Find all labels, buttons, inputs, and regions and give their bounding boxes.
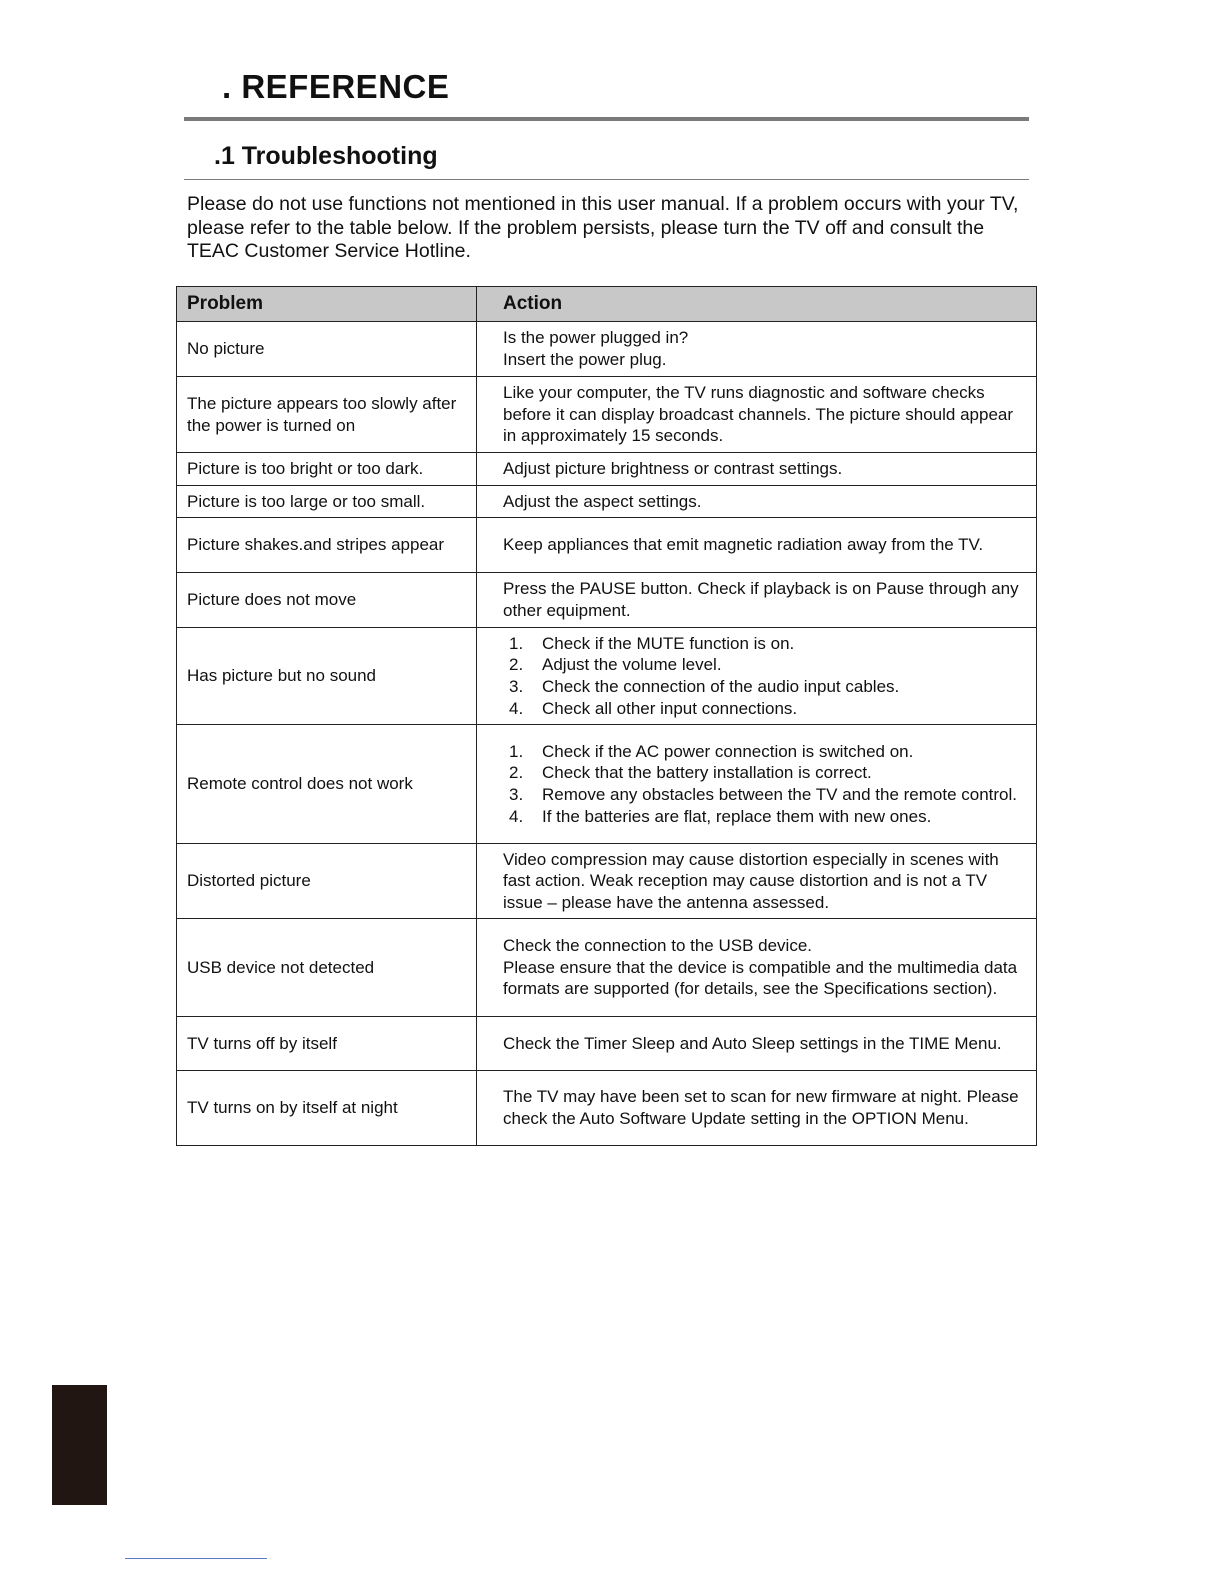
action-line: Please ensure that the device is compatible and the multimedia data formats are supported (for details, see the Specifications section). bbox=[503, 957, 1018, 999]
steps-list bbox=[503, 633, 1026, 719]
step-item bbox=[503, 676, 1026, 698]
problem-cell: TV turns off by itself bbox=[177, 1017, 477, 1071]
table-row bbox=[177, 725, 1037, 844]
table-row bbox=[177, 844, 1037, 919]
step-number: 2. bbox=[509, 655, 524, 675]
problem-cell: Picture is too bright or too dark. bbox=[177, 453, 477, 486]
action-line: Insert the power plug. bbox=[503, 350, 667, 369]
problem-cell: Has picture but no sound bbox=[177, 628, 477, 725]
section-title: .1 Troubleshooting bbox=[214, 142, 438, 170]
table-row bbox=[177, 1017, 1037, 1071]
table-row bbox=[177, 377, 1037, 453]
steps-list bbox=[503, 741, 1026, 827]
step-text: Adjust the volume level. bbox=[542, 655, 722, 675]
table-row bbox=[177, 518, 1037, 573]
table-row bbox=[177, 573, 1037, 628]
chapter-divider bbox=[184, 117, 1029, 121]
column-header-problem: Problem bbox=[177, 287, 477, 322]
column-header-action: Action bbox=[477, 287, 1037, 322]
table-header-row bbox=[177, 287, 1037, 322]
step-text: Check if the AC power connection is switched on. bbox=[542, 741, 914, 761]
step-text: Remove any obstacles between the TV and the remote control. bbox=[542, 785, 1018, 804]
table-row bbox=[177, 486, 1037, 518]
table-row bbox=[177, 628, 1037, 725]
footer-rule bbox=[125, 1558, 267, 1559]
section-divider bbox=[184, 179, 1029, 180]
troubleshooting-table bbox=[176, 286, 1037, 1146]
step-text: Check that the battery installation is correct. bbox=[542, 763, 872, 783]
action-cell: Keep appliances that emit magnetic radiation away from the TV. bbox=[477, 518, 1037, 573]
step-text: Check all other input connections. bbox=[542, 698, 798, 718]
step-text: Check the connection of the audio input cables. bbox=[542, 677, 900, 696]
page-side-tab bbox=[52, 1385, 107, 1505]
step-number: 2. bbox=[509, 763, 524, 783]
table-row bbox=[177, 1071, 1037, 1146]
step-item bbox=[503, 806, 1026, 828]
problem-cell: Remote control does not work bbox=[177, 725, 477, 844]
problem-cell: Picture is too large or too small. bbox=[177, 486, 477, 518]
problem-cell: No picture bbox=[177, 322, 477, 377]
action-line: Check the connection to the USB device. bbox=[503, 936, 813, 956]
action-cell bbox=[477, 725, 1037, 844]
action-cell bbox=[477, 628, 1037, 725]
problem-cell: Distorted picture bbox=[177, 844, 477, 919]
action-cell: Like your computer, the TV runs diagnostic and software checks before it can display broadcast channels. The picture should appear in approximately 15 seconds. bbox=[477, 377, 1037, 453]
problem-cell: USB device not detected bbox=[177, 919, 477, 1017]
problem-cell: Picture shakes.and stripes appear bbox=[177, 518, 477, 573]
step-item bbox=[503, 741, 1026, 763]
step-item bbox=[503, 698, 1026, 720]
problem-cell: TV turns on by itself at night bbox=[177, 1071, 477, 1146]
action-line: Is the power plugged in? bbox=[503, 328, 689, 348]
table-row bbox=[177, 919, 1037, 1017]
action-cell: Press the PAUSE button. Check if playback is on Pause through any other equipment. bbox=[477, 573, 1037, 628]
table-row bbox=[177, 453, 1037, 486]
step-text: Check if the MUTE function is on. bbox=[542, 633, 795, 653]
step-number: 3. bbox=[509, 677, 524, 696]
step-text: If the batteries are flat, replace them with new ones. bbox=[542, 806, 932, 826]
chapter-title: . REFERENCE bbox=[222, 68, 450, 105]
step-number: 4. bbox=[509, 806, 524, 826]
step-item bbox=[503, 784, 1026, 806]
action-cell bbox=[477, 322, 1037, 377]
step-number: 3. bbox=[509, 785, 524, 804]
step-number: 1. bbox=[509, 633, 524, 653]
action-cell: The TV may have been set to scan for new firmware at night. Please check the Auto Software Update setting in the OPTION Menu. bbox=[477, 1071, 1037, 1146]
action-cell: Check the Timer Sleep and Auto Sleep settings in the TIME Menu. bbox=[477, 1017, 1037, 1071]
step-number: 1. bbox=[509, 741, 524, 761]
step-number: 4. bbox=[509, 698, 524, 718]
intro-paragraph: Please do not use functions not mentioned in this user manual. If a problem occurs with your TV, please refer to the table below. If the problem persists, please turn the TV off and consult the TEAC Customer Service Hotline. bbox=[187, 193, 1019, 262]
problem-cell: Picture does not move bbox=[177, 573, 477, 628]
action-cell: Video compression may cause distortion especially in scenes with fast action. Weak reception may cause distortion and is not a TV issue – please have the antenna assessed. bbox=[477, 844, 1037, 919]
step-item bbox=[503, 633, 1026, 655]
action-cell bbox=[477, 919, 1037, 1017]
problem-cell: The picture appears too slowly after the power is turned on bbox=[177, 377, 477, 453]
action-cell: Adjust the aspect settings. bbox=[477, 486, 1037, 518]
step-item bbox=[503, 654, 1026, 676]
action-cell: Adjust picture brightness or contrast settings. bbox=[477, 453, 1037, 486]
step-item bbox=[503, 762, 1026, 784]
table-row bbox=[177, 322, 1037, 377]
